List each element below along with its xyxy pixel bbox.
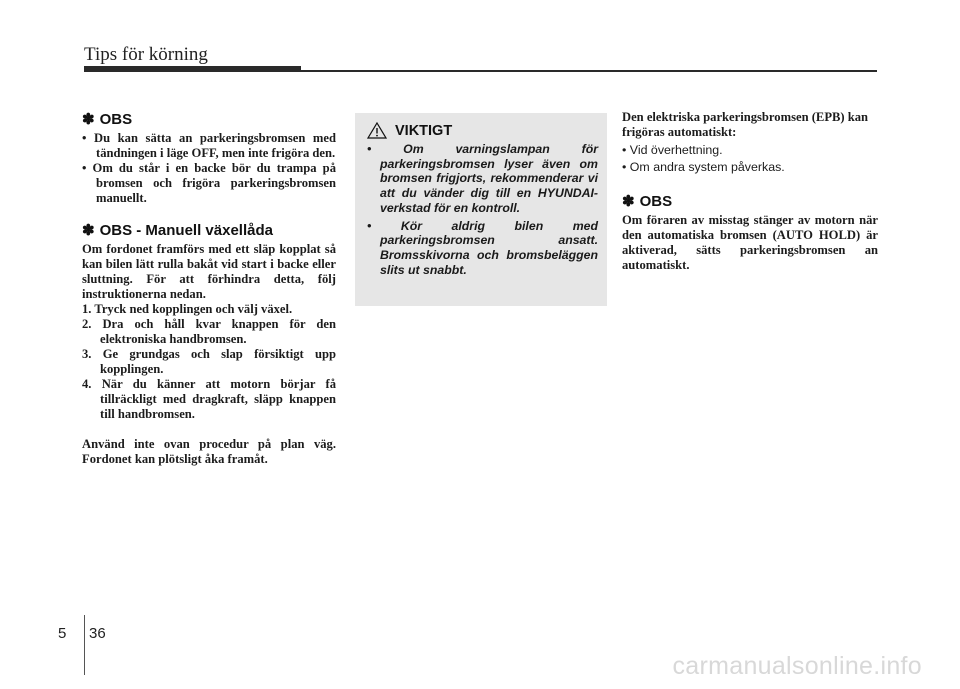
manual-steps-list bbox=[82, 302, 336, 422]
asterisk-star-icon: ✽ bbox=[82, 222, 95, 239]
asterisk-star-icon: ✽ bbox=[622, 193, 635, 210]
list-item-text: Om varningslampan för parkeringsbromsen lyser även om bromsen frigjorts, rekommenderar vi att du vänder dig till en HYUNDAI-verkstad för en kontroll. bbox=[380, 142, 598, 215]
right-column bbox=[622, 110, 878, 273]
bullet-glyph: • bbox=[622, 143, 627, 157]
header-rule-thick bbox=[84, 66, 301, 72]
bullet-glyph: • bbox=[82, 131, 87, 145]
page-number-divider bbox=[84, 615, 85, 675]
obs-bullet-list bbox=[82, 131, 336, 206]
list-item bbox=[622, 142, 878, 159]
epb-intro-paragraph: Den elektriska parkeringsbromsen (EPB) kan frigöras automatiskt: bbox=[622, 110, 869, 139]
left-column bbox=[82, 110, 336, 467]
epb-bullet-list bbox=[622, 142, 878, 176]
list-item bbox=[82, 161, 336, 206]
bullet-glyph: • bbox=[622, 160, 627, 174]
list-item: 4. När du känner att motorn börjar få tillräckligt med dragkraft, släpp knappen till handbromsen. bbox=[82, 377, 336, 421]
list-item: 1. Tryck ned kopplingen och välj växel. bbox=[82, 302, 293, 316]
warning-heading-text: VIKTIGT bbox=[395, 122, 453, 139]
warning-heading bbox=[367, 122, 598, 139]
list-item bbox=[82, 131, 336, 161]
list-item-text: Om du står i en backe bör du trampa på bromsen och frigöra parkeringsbromsen manuellt. bbox=[92, 161, 336, 205]
watermark: carmanualsonline.info bbox=[672, 652, 922, 680]
obs-manual-heading-text: OBS - Manuell växellåda bbox=[99, 221, 273, 239]
list-item: 2. Dra och håll kvar knappen för den elektroniska handbromsen. bbox=[82, 317, 336, 346]
asterisk-star-icon: ✽ bbox=[82, 111, 95, 128]
page-header-title: Tips för körning bbox=[84, 44, 208, 65]
obs-heading bbox=[82, 110, 336, 128]
header-rule-thin bbox=[300, 70, 877, 72]
list-item-text: Du kan sätta an parkeringsbromsen med tändningen i läge OFF, men inte frigöra den. bbox=[94, 131, 336, 160]
warning-box bbox=[355, 113, 607, 306]
warning-list bbox=[367, 142, 598, 277]
manual-outro-paragraph: Använd inte ovan procedur på plan väg. Fordonet kan plötsligt åka framåt. bbox=[82, 437, 336, 466]
list-item-text: Kör aldrig bilen med parkeringsbromsen ansatt. Bromsskivorna och bromsbeläggen slits ut snabbt. bbox=[380, 218, 598, 277]
section-number: 5 bbox=[58, 625, 67, 642]
bullet-glyph: • bbox=[82, 161, 87, 175]
list-item bbox=[622, 159, 878, 176]
bullet-glyph: • bbox=[367, 218, 372, 233]
obs-autohold-heading-text: OBS bbox=[639, 192, 673, 210]
list-item bbox=[367, 142, 598, 216]
list-item bbox=[367, 219, 598, 278]
page-number: 36 bbox=[89, 625, 106, 642]
list-item-text: Om andra system påverkas. bbox=[629, 160, 785, 174]
manual-intro-paragraph: Om fordonet framförs med ett släp kopplat så kan bilen lätt rulla bakåt vid start i backe eller sluttning. För att förhindra detta, följ instruktionerna nedan. bbox=[82, 242, 336, 301]
list-item: 3. Ge grundgas och slap försiktigt upp kopplingen. bbox=[82, 347, 336, 376]
obs-manual-heading bbox=[82, 221, 336, 239]
autohold-paragraph: Om föraren av misstag stänger av motorn när den automatiska bromsen (AUTO HOLD) är aktiverad, sätts parkeringsbromsen an automatiskt. bbox=[622, 213, 878, 272]
obs-heading-text: OBS bbox=[99, 110, 133, 128]
warning-triangle-icon bbox=[367, 122, 387, 139]
list-item-text: Vid överhettning. bbox=[629, 143, 723, 157]
bullet-glyph: • bbox=[367, 142, 372, 156]
obs-autohold-heading bbox=[622, 192, 878, 210]
